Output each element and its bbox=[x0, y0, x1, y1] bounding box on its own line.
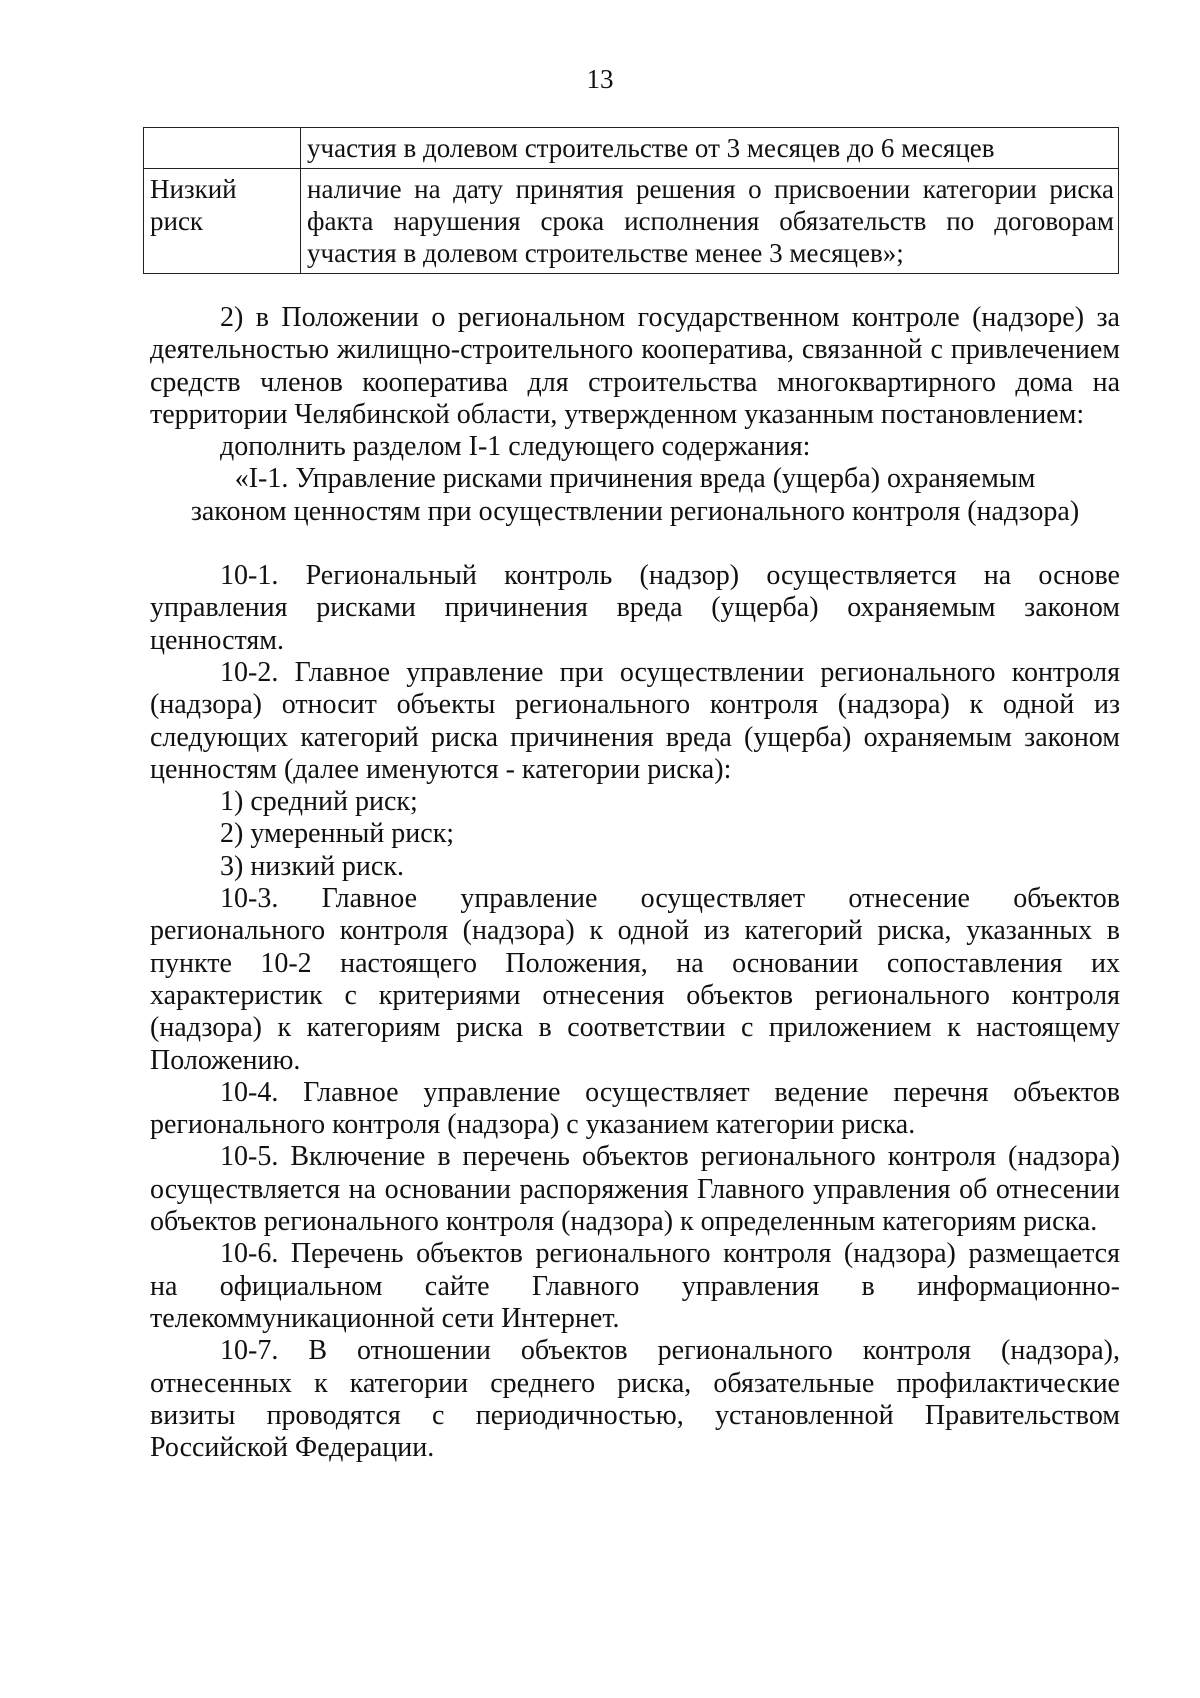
paragraph-10-3: 10-3. Главное управление осуществляет отнесение объектов регионального контроля (надзора) к одной из категорий риска, указанных в пункте 10-2 настоящего Положения, на основании сопоставления их характеристик с критериями отнесения объектов регионального контроля (надзора) к категориям риска в соответствии с приложением к настоящему Положению. bbox=[150, 883, 1120, 1076]
paragraph-2: 2) в Положении о региональном государственном контроле (надзоре) за деятельностью жилищно-строительного кооператива, связанной с привлечением средств членов кооператива для строительства многоквартирного дома на территории Челябинской области, утвержденном указанным постановлением: bbox=[150, 302, 1120, 430]
paragraph-10-5: 10-5. Включение в перечень объектов регионального контроля (надзора) осуществляется на основании распоряжения Главного управления об отнесении объектов регионального контроля (надзора) к определенным категориям риска. bbox=[150, 1141, 1120, 1238]
risk-category-cell bbox=[144, 128, 301, 169]
risk-criteria-table bbox=[143, 127, 1119, 274]
paragraph-add-section: дополнить разделом I-1 следующего содержания: bbox=[220, 431, 811, 463]
document-body bbox=[150, 302, 1120, 1464]
paragraph-10-7: 10-7. В отношении объектов регионального контроля (надзора), отнесенных к категории среднего риска, обязательные профилактические визиты проводятся с периодичностью, установленной Правительством Российской Федерации. bbox=[150, 1335, 1120, 1464]
list-item: 1) средний риск; bbox=[220, 786, 418, 818]
risk-criteria-cell: наличие на дату принятия решения о присвоении категории риска факта нарушения срока исполнения обязательств по договорам участия в долевом строительстве менее 3 месяцев»; bbox=[301, 169, 1119, 274]
paragraph-10-4: 10-4. Главное управление осуществляет ведение перечня объектов регионального контроля (надзора) с указанием категории риска. bbox=[150, 1076, 1120, 1141]
list-item: 3) низкий риск. bbox=[220, 850, 404, 882]
table-row bbox=[144, 128, 1119, 169]
risk-category-cell: Низкий риск bbox=[144, 169, 301, 274]
section-heading-line-2: законом ценностям при осуществлении регионального контроля (надзора) bbox=[190, 495, 1080, 527]
paragraph-10-2: 10-2. Главное управление при осуществлении регионального контроля (надзора) относит объекты регионального контроля (надзора) к одной из следующих категорий риска причинения вреда (ущерба) охраняемым законом ценностям (далее именуются - категории риска): bbox=[150, 656, 1120, 785]
list-item: 2) умеренный риск; bbox=[220, 818, 455, 850]
paragraph-10-6: 10-6. Перечень объектов регионального контроля (надзора) размещается на официальном сайте Главного управления в информационно-телекоммуникационной сети Интернет. bbox=[150, 1238, 1120, 1334]
section-heading-line-1: «I-1. Управление рисками причинения вреда (ущерба) охраняемым bbox=[234, 463, 1036, 495]
section-heading bbox=[150, 463, 1120, 528]
table-row bbox=[144, 169, 1119, 274]
page-number: 13 bbox=[586, 64, 614, 94]
risk-criteria-cell: участия в долевом строительстве от 3 месяцев до 6 месяцев bbox=[301, 128, 1119, 169]
paragraph-10-1: 10-1. Региональный контроль (надзор) осуществляется на основе управления рисками причинения вреда (ущерба) охраняемым законом ценностям. bbox=[150, 560, 1120, 656]
